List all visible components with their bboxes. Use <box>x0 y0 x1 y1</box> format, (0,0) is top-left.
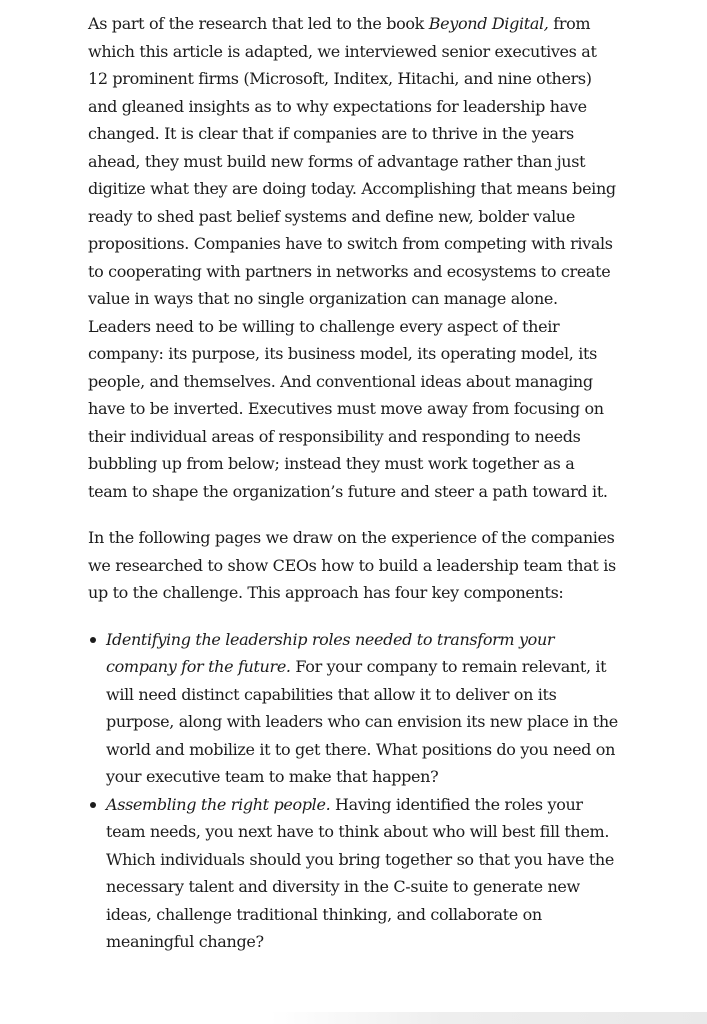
paragraph-text: from which this article is adapted, we interviewed senior executives at 12 prominent firms (Microsoft, Inditex, Hitachi, and nine others) and gleaned insights as to why expectations for leadership have changed. It is clear that if companies are to thrive in the years ahead, they must build new forms of advantage rather than just digitize what they are doing today. Accomplishing that means being ready to shed past belief systems and define new, bolder value propositions. Companies have to switch from competing with rivals to cooperating with partners in networks and ecosystems to create value in ways that no single organization can manage alone. Leaders need to be willing to challenge every aspect of their company: its purpose, its business model, its operating model, its people, and themselves. And conventional ideas about managing have to be inverted. Executives must move away from focusing on their individual areas of responsibility and responding to needs bubbling up from below; instead they must work together as a team to shape the organization’s future and steer a path toward it. <box>88 14 616 501</box>
list-item-text: For your company to remain relevant, it will need distinct capabilities that allow it to deliver on its purpose, along with leaders who can envision its new place in the world and mobilize it to get there. What positions do you need on your executive team to make that happen? <box>106 657 618 786</box>
list-item <box>106 626 618 791</box>
bottom-fade <box>270 1012 707 1024</box>
book-title: Beyond Digital, <box>428 14 549 33</box>
list-item-heading: Identifying the leadership roles needed to transform your company for the future. <box>106 629 555 676</box>
components-list <box>88 626 618 956</box>
list-item <box>106 791 618 956</box>
paragraph-research-intro <box>88 10 618 505</box>
list-item-text: Having identified the roles your team needs, you next have to think about who will best fill them. Which individuals should you bring together so that you have the necessary talent and diversity in the C-suite to generate new ideas, challenge traditional thinking, and collaborate on meaningful change? <box>106 794 614 951</box>
paragraph-approach-intro: In the following pages we draw on the experience of the companies we researched to show CEOs how to build a leadership team that is up to the challenge. This approach has four key components: <box>88 528 616 602</box>
list-item-heading: Assembling the right people. <box>106 794 331 814</box>
article-body <box>88 10 618 956</box>
paragraph-text: As part of the research that led to the book <box>88 14 429 33</box>
